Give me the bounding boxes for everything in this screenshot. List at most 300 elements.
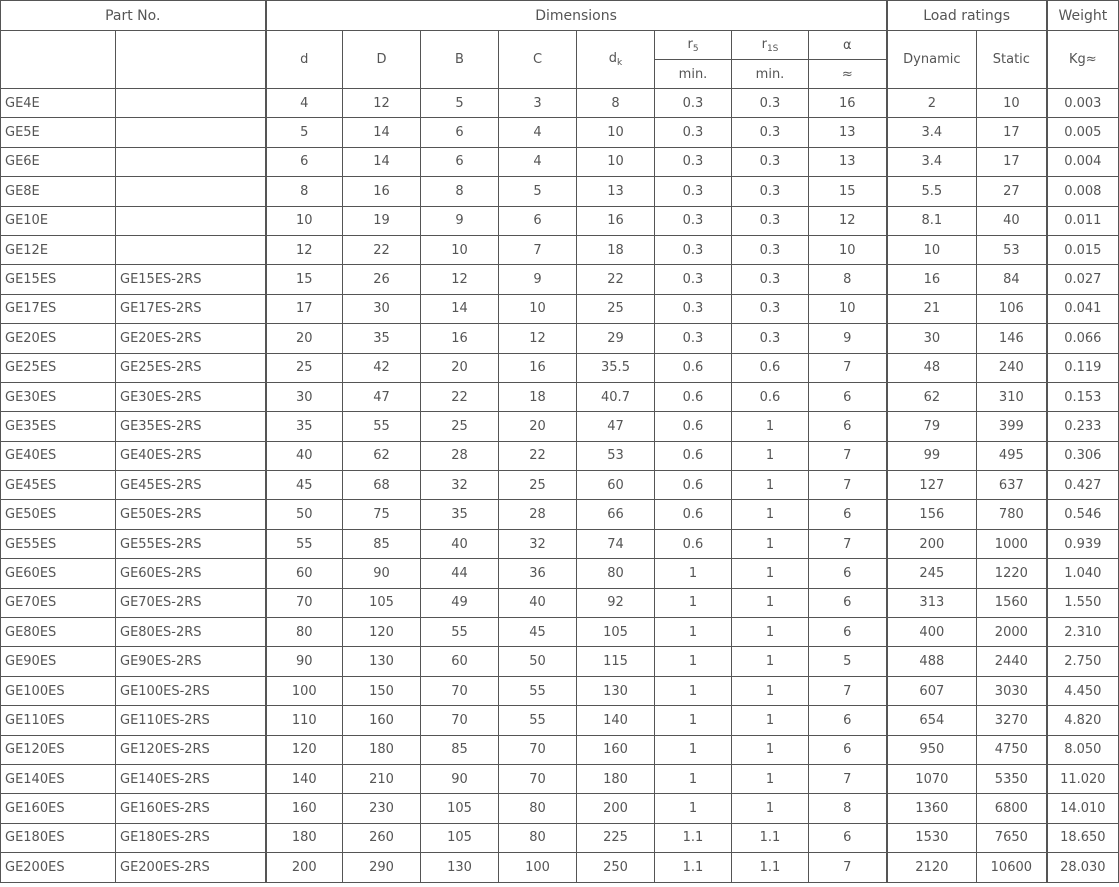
cell-dynamic: 3.4	[887, 147, 977, 176]
cell-dynamic: 62	[887, 382, 977, 411]
cell-dynamic: 21	[887, 294, 977, 323]
cell-alpha: 7	[809, 353, 887, 382]
cell-r1s: 0.6	[732, 353, 809, 382]
cell-B: 70	[421, 706, 499, 735]
cell-part-no-sealed: GE180ES-2RS	[116, 823, 266, 852]
cell-r5: 0.3	[655, 294, 732, 323]
cell-part-no-sealed	[116, 235, 266, 264]
table-row	[1, 500, 1119, 529]
cell-part-no: GE200ES	[1, 853, 116, 882]
cell-r5: 1	[655, 735, 732, 764]
cell-C: 80	[499, 823, 577, 852]
cell-dk: 29	[577, 324, 655, 353]
cell-r5: 0.3	[655, 324, 732, 353]
cell-D: 68	[343, 471, 421, 500]
cell-static: 27	[977, 177, 1047, 206]
table-row	[1, 412, 1119, 441]
cell-dynamic: 950	[887, 735, 977, 764]
cell-r1s: 1	[732, 500, 809, 529]
dk-subscript: k	[617, 58, 623, 68]
cell-alpha: 12	[809, 206, 887, 235]
col-d-header: d	[266, 31, 343, 89]
cell-weight: 0.119	[1047, 353, 1119, 382]
cell-dynamic: 1070	[887, 764, 977, 793]
cell-D: 85	[343, 529, 421, 558]
table-row	[1, 294, 1119, 323]
cell-dk: 250	[577, 853, 655, 882]
cell-part-no-sealed: GE45ES-2RS	[116, 471, 266, 500]
table-row	[1, 529, 1119, 558]
cell-weight: 0.005	[1047, 118, 1119, 147]
cell-dynamic: 30	[887, 324, 977, 353]
cell-C: 70	[499, 764, 577, 793]
col-alpha-header: α	[809, 31, 887, 60]
table-row	[1, 147, 1119, 176]
cell-weight: 0.004	[1047, 147, 1119, 176]
cell-r5: 1	[655, 618, 732, 647]
cell-C: 10	[499, 294, 577, 323]
cell-B: 16	[421, 324, 499, 353]
cell-r1s: 0.3	[732, 235, 809, 264]
part-no-col-2	[116, 31, 266, 89]
cell-r1s: 1	[732, 735, 809, 764]
cell-B: 8	[421, 177, 499, 206]
cell-r1s: 1	[732, 471, 809, 500]
cell-D: 12	[343, 89, 421, 118]
cell-r1s: 1	[732, 647, 809, 676]
cell-part-no-sealed: GE17ES-2RS	[116, 294, 266, 323]
cell-static: 1220	[977, 559, 1047, 588]
cell-C: 100	[499, 853, 577, 882]
cell-dk: 22	[577, 265, 655, 294]
cell-weight: 0.008	[1047, 177, 1119, 206]
cell-D: 160	[343, 706, 421, 735]
cell-r5: 0.3	[655, 118, 732, 147]
table-row	[1, 764, 1119, 793]
cell-D: 105	[343, 588, 421, 617]
cell-dynamic: 8.1	[887, 206, 977, 235]
cell-r5: 1	[655, 764, 732, 793]
cell-static: 2000	[977, 618, 1047, 647]
cell-r5: 0.6	[655, 441, 732, 470]
cell-C: 55	[499, 676, 577, 705]
cell-dk: 80	[577, 559, 655, 588]
cell-dk: 8	[577, 89, 655, 118]
table-row	[1, 177, 1119, 206]
cell-alpha: 10	[809, 235, 887, 264]
r1s-min-label: min.	[732, 60, 809, 89]
cell-static: 40	[977, 206, 1047, 235]
cell-dk: 115	[577, 647, 655, 676]
cell-dynamic: 2120	[887, 853, 977, 882]
cell-weight: 8.050	[1047, 735, 1119, 764]
cell-part-no-sealed: GE100ES-2RS	[116, 676, 266, 705]
cell-weight: 11.020	[1047, 764, 1119, 793]
cell-r5: 1	[655, 559, 732, 588]
cell-C: 18	[499, 382, 577, 411]
cell-dk: 140	[577, 706, 655, 735]
cell-r1s: 0.3	[732, 324, 809, 353]
cell-alpha: 7	[809, 529, 887, 558]
cell-r1s: 1	[732, 441, 809, 470]
cell-d: 80	[266, 618, 343, 647]
table-row	[1, 235, 1119, 264]
cell-D: 42	[343, 353, 421, 382]
table-body	[1, 89, 1119, 883]
cell-alpha: 7	[809, 764, 887, 793]
cell-dk: 92	[577, 588, 655, 617]
cell-part-no: GE4E	[1, 89, 116, 118]
cell-d: 4	[266, 89, 343, 118]
cell-r1s: 1.1	[732, 823, 809, 852]
cell-dynamic: 156	[887, 500, 977, 529]
cell-C: 12	[499, 324, 577, 353]
cell-part-no: GE80ES	[1, 618, 116, 647]
cell-weight: 0.546	[1047, 500, 1119, 529]
cell-B: 49	[421, 588, 499, 617]
cell-static: 310	[977, 382, 1047, 411]
cell-weight: 0.041	[1047, 294, 1119, 323]
cell-D: 14	[343, 118, 421, 147]
cell-part-no: GE10E	[1, 206, 116, 235]
cell-r1s: 0.3	[732, 89, 809, 118]
cell-C: 70	[499, 735, 577, 764]
cell-r1s: 1	[732, 676, 809, 705]
cell-dk: 10	[577, 147, 655, 176]
cell-r1s: 1	[732, 559, 809, 588]
cell-part-no: GE15ES	[1, 265, 116, 294]
cell-part-no-sealed: GE110ES-2RS	[116, 706, 266, 735]
cell-static: 399	[977, 412, 1047, 441]
cell-weight: 0.015	[1047, 235, 1119, 264]
col-static-header: Static	[977, 31, 1047, 89]
col-weight-unit-header: Kg≈	[1047, 31, 1119, 89]
cell-dynamic: 313	[887, 588, 977, 617]
cell-dk: 35.5	[577, 353, 655, 382]
cell-B: 10	[421, 235, 499, 264]
cell-part-no: GE90ES	[1, 647, 116, 676]
cell-D: 210	[343, 764, 421, 793]
cell-weight: 0.153	[1047, 382, 1119, 411]
cell-r5: 0.3	[655, 206, 732, 235]
cell-d: 6	[266, 147, 343, 176]
cell-dk: 18	[577, 235, 655, 264]
cell-part-no: GE25ES	[1, 353, 116, 382]
cell-C: 3	[499, 89, 577, 118]
table-row	[1, 706, 1119, 735]
cell-static: 637	[977, 471, 1047, 500]
cell-r1s: 1	[732, 706, 809, 735]
cell-C: 45	[499, 618, 577, 647]
table-row	[1, 353, 1119, 382]
cell-d: 55	[266, 529, 343, 558]
cell-dynamic: 2	[887, 89, 977, 118]
cell-part-no: GE110ES	[1, 706, 116, 735]
cell-alpha: 7	[809, 441, 887, 470]
cell-d: 70	[266, 588, 343, 617]
cell-r1s: 1	[732, 794, 809, 823]
cell-r5: 0.3	[655, 147, 732, 176]
cell-r1s: 1	[732, 588, 809, 617]
cell-r5: 1	[655, 647, 732, 676]
cell-B: 32	[421, 471, 499, 500]
cell-B: 60	[421, 647, 499, 676]
table-row	[1, 676, 1119, 705]
cell-d: 160	[266, 794, 343, 823]
cell-part-no-sealed	[116, 206, 266, 235]
cell-C: 50	[499, 647, 577, 676]
cell-part-no-sealed: GE60ES-2RS	[116, 559, 266, 588]
cell-dynamic: 607	[887, 676, 977, 705]
cell-static: 10600	[977, 853, 1047, 882]
cell-static: 5350	[977, 764, 1047, 793]
r5-min-label: min.	[655, 60, 732, 89]
cell-alpha: 6	[809, 588, 887, 617]
cell-weight: 1.040	[1047, 559, 1119, 588]
cell-dk: 180	[577, 764, 655, 793]
cell-d: 12	[266, 235, 343, 264]
cell-part-no: GE70ES	[1, 588, 116, 617]
cell-static: 1560	[977, 588, 1047, 617]
cell-d: 35	[266, 412, 343, 441]
cell-r1s: 1	[732, 529, 809, 558]
cell-B: 130	[421, 853, 499, 882]
cell-part-no-sealed: GE80ES-2RS	[116, 618, 266, 647]
table-row	[1, 441, 1119, 470]
col-C-header: C	[499, 31, 577, 89]
cell-r1s: 0.3	[732, 147, 809, 176]
cell-d: 17	[266, 294, 343, 323]
cell-part-no-sealed: GE20ES-2RS	[116, 324, 266, 353]
cell-static: 3030	[977, 676, 1047, 705]
cell-weight: 0.427	[1047, 471, 1119, 500]
table-row	[1, 559, 1119, 588]
cell-r5: 1	[655, 588, 732, 617]
table-row	[1, 618, 1119, 647]
cell-part-no-sealed: GE35ES-2RS	[116, 412, 266, 441]
cell-d: 20	[266, 324, 343, 353]
table-header	[1, 1, 1119, 89]
cell-weight: 4.450	[1047, 676, 1119, 705]
cell-B: 55	[421, 618, 499, 647]
cell-alpha: 16	[809, 89, 887, 118]
cell-d: 200	[266, 853, 343, 882]
cell-dk: 60	[577, 471, 655, 500]
cell-r5: 0.3	[655, 89, 732, 118]
cell-D: 62	[343, 441, 421, 470]
table-row	[1, 265, 1119, 294]
cell-B: 6	[421, 147, 499, 176]
col-r5-header	[655, 31, 732, 60]
cell-B: 9	[421, 206, 499, 235]
cell-d: 50	[266, 500, 343, 529]
cell-B: 70	[421, 676, 499, 705]
cell-alpha: 5	[809, 647, 887, 676]
cell-dynamic: 245	[887, 559, 977, 588]
table-row	[1, 382, 1119, 411]
col-dk-header	[577, 31, 655, 89]
col-B-header: B	[421, 31, 499, 89]
cell-alpha: 8	[809, 794, 887, 823]
cell-D: 55	[343, 412, 421, 441]
table-row	[1, 647, 1119, 676]
table-row	[1, 206, 1119, 235]
cell-alpha: 6	[809, 618, 887, 647]
cell-B: 28	[421, 441, 499, 470]
cell-r1s: 0.3	[732, 294, 809, 323]
cell-dynamic: 16	[887, 265, 977, 294]
cell-part-no-sealed: GE15ES-2RS	[116, 265, 266, 294]
cell-part-no: GE45ES	[1, 471, 116, 500]
cell-r1s: 1	[732, 618, 809, 647]
cell-static: 495	[977, 441, 1047, 470]
cell-C: 4	[499, 118, 577, 147]
cell-C: 9	[499, 265, 577, 294]
cell-d: 30	[266, 382, 343, 411]
cell-B: 22	[421, 382, 499, 411]
cell-weight: 14.010	[1047, 794, 1119, 823]
part-no-col-1	[1, 31, 116, 89]
cell-weight: 28.030	[1047, 853, 1119, 882]
cell-part-no: GE30ES	[1, 382, 116, 411]
cell-part-no: GE5E	[1, 118, 116, 147]
cell-part-no: GE55ES	[1, 529, 116, 558]
cell-alpha: 13	[809, 147, 887, 176]
cell-D: 47	[343, 382, 421, 411]
cell-d: 140	[266, 764, 343, 793]
cell-D: 35	[343, 324, 421, 353]
cell-static: 7650	[977, 823, 1047, 852]
cell-D: 290	[343, 853, 421, 882]
cell-D: 75	[343, 500, 421, 529]
cell-r1s: 0.3	[732, 177, 809, 206]
cell-r1s: 0.6	[732, 382, 809, 411]
cell-static: 2440	[977, 647, 1047, 676]
cell-weight: 4.820	[1047, 706, 1119, 735]
cell-static: 17	[977, 147, 1047, 176]
cell-dynamic: 400	[887, 618, 977, 647]
cell-weight: 0.066	[1047, 324, 1119, 353]
cell-r1s: 0.3	[732, 118, 809, 147]
cell-D: 120	[343, 618, 421, 647]
cell-B: 40	[421, 529, 499, 558]
cell-part-no: GE20ES	[1, 324, 116, 353]
cell-r5: 0.6	[655, 412, 732, 441]
cell-part-no-sealed: GE160ES-2RS	[116, 794, 266, 823]
cell-d: 180	[266, 823, 343, 852]
cell-part-no-sealed	[116, 118, 266, 147]
cell-r5: 1	[655, 794, 732, 823]
cell-B: 6	[421, 118, 499, 147]
cell-d: 100	[266, 676, 343, 705]
cell-r5: 1.1	[655, 823, 732, 852]
cell-d: 110	[266, 706, 343, 735]
cell-alpha: 7	[809, 471, 887, 500]
cell-d: 5	[266, 118, 343, 147]
cell-C: 36	[499, 559, 577, 588]
cell-dynamic: 1360	[887, 794, 977, 823]
cell-weight: 18.650	[1047, 823, 1119, 852]
table-row	[1, 735, 1119, 764]
cell-D: 14	[343, 147, 421, 176]
cell-r5: 0.3	[655, 177, 732, 206]
cell-dynamic: 79	[887, 412, 977, 441]
cell-C: 5	[499, 177, 577, 206]
cell-r5: 0.6	[655, 500, 732, 529]
cell-B: 105	[421, 823, 499, 852]
cell-part-no: GE35ES	[1, 412, 116, 441]
cell-d: 10	[266, 206, 343, 235]
cell-part-no: GE17ES	[1, 294, 116, 323]
cell-dk: 225	[577, 823, 655, 852]
cell-part-no: GE100ES	[1, 676, 116, 705]
cell-r5: 1	[655, 676, 732, 705]
col-D-header: D	[343, 31, 421, 89]
col-r1s-header	[732, 31, 809, 60]
table-row	[1, 853, 1119, 882]
cell-d: 45	[266, 471, 343, 500]
table-row	[1, 89, 1119, 118]
cell-D: 16	[343, 177, 421, 206]
cell-dk: 25	[577, 294, 655, 323]
cell-weight: 1.550	[1047, 588, 1119, 617]
cell-d: 15	[266, 265, 343, 294]
cell-C: 7	[499, 235, 577, 264]
cell-part-no: GE160ES	[1, 794, 116, 823]
cell-part-no-sealed: GE90ES-2RS	[116, 647, 266, 676]
cell-part-no-sealed: GE120ES-2RS	[116, 735, 266, 764]
weight-header: Weight	[1047, 1, 1119, 31]
cell-part-no-sealed	[116, 147, 266, 176]
cell-D: 130	[343, 647, 421, 676]
cell-dynamic: 99	[887, 441, 977, 470]
cell-static: 17	[977, 118, 1047, 147]
cell-weight: 2.750	[1047, 647, 1119, 676]
cell-static: 3270	[977, 706, 1047, 735]
cell-r5: 0.6	[655, 353, 732, 382]
cell-C: 80	[499, 794, 577, 823]
cell-part-no-sealed	[116, 89, 266, 118]
cell-d: 120	[266, 735, 343, 764]
cell-r5: 0.6	[655, 382, 732, 411]
cell-alpha: 7	[809, 676, 887, 705]
cell-C: 28	[499, 500, 577, 529]
cell-part-no-sealed: GE30ES-2RS	[116, 382, 266, 411]
cell-dynamic: 1530	[887, 823, 977, 852]
cell-r1s: 0.3	[732, 206, 809, 235]
cell-dk: 200	[577, 794, 655, 823]
cell-alpha: 6	[809, 500, 887, 529]
cell-C: 16	[499, 353, 577, 382]
cell-dk: 66	[577, 500, 655, 529]
cell-B: 5	[421, 89, 499, 118]
cell-dk: 105	[577, 618, 655, 647]
part-no-header: Part No.	[1, 1, 266, 31]
header-row-symbols	[1, 31, 1119, 60]
cell-r5: 0.3	[655, 235, 732, 264]
cell-part-no: GE12E	[1, 235, 116, 264]
cell-D: 30	[343, 294, 421, 323]
cell-dynamic: 48	[887, 353, 977, 382]
cell-dk: 13	[577, 177, 655, 206]
cell-alpha: 10	[809, 294, 887, 323]
r5-base: r	[687, 36, 693, 52]
cell-D: 230	[343, 794, 421, 823]
cell-C: 22	[499, 441, 577, 470]
cell-dk: 10	[577, 118, 655, 147]
cell-dynamic: 654	[887, 706, 977, 735]
cell-d: 60	[266, 559, 343, 588]
